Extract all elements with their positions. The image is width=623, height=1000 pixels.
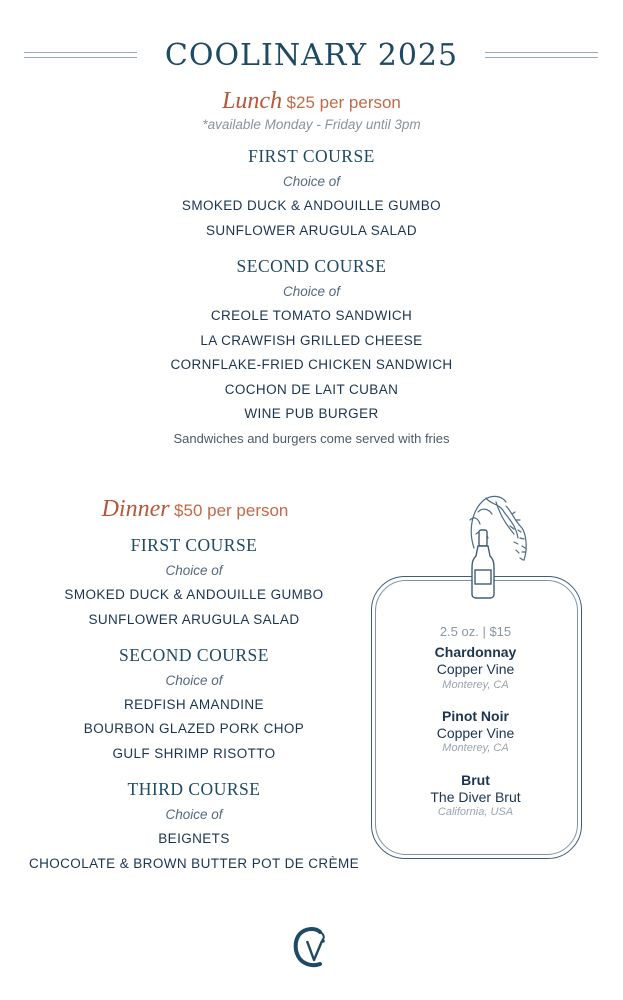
lunch-footnote: Sandwiches and burgers come served with fries bbox=[173, 431, 450, 446]
lunch-first-item: SMOKED DUCK & ANDOUILLE GUMBO bbox=[181, 198, 442, 213]
lunch-header bbox=[0, 88, 623, 115]
cv-monogram-logo-icon bbox=[290, 924, 334, 970]
page-title: COOLINARY 2025 bbox=[164, 38, 459, 73]
lunch-second-item: WINE PUB BURGER bbox=[244, 406, 379, 421]
wine-producer: Copper Vine bbox=[436, 661, 515, 677]
wine-producer: The Diver Brut bbox=[430, 789, 521, 805]
dinner-second-item: GULF SHRIMP RISOTTO bbox=[112, 746, 276, 761]
wine-region: California, USA bbox=[437, 806, 514, 818]
dinner-price: $50 per person bbox=[174, 501, 289, 520]
dinner-third-item: BEIGNETS bbox=[158, 831, 230, 846]
wine-producer: Copper Vine bbox=[436, 725, 515, 741]
wine-varietal: Chardonnay bbox=[434, 644, 517, 660]
dinner-second-course-heading: SECOND COURSE bbox=[119, 645, 269, 665]
wine-region: Monterey, CA bbox=[442, 679, 509, 691]
lunch-first-course-choice: Choice of bbox=[282, 174, 341, 189]
wine-varietal: Brut bbox=[461, 772, 490, 788]
lunch-second-item: LA CRAWFISH GRILLED CHEESE bbox=[200, 333, 423, 348]
dinner-first-course-heading: FIRST COURSE bbox=[130, 535, 258, 555]
dinner-first-course-choice: Choice of bbox=[165, 563, 223, 578]
dinner-second-item: REDFISH AMANDINE bbox=[124, 697, 264, 712]
lunch-first-item: SUNFLOWER ARUGULA SALAD bbox=[205, 223, 417, 238]
lunch-second-course-choice: Choice of bbox=[282, 284, 341, 299]
dinner-third-course-choice: Choice of bbox=[165, 807, 223, 822]
wine-varietal: Pinot Noir bbox=[442, 708, 509, 724]
lunch-label: Lunch bbox=[222, 88, 283, 114]
lunch-first-course-heading: FIRST COURSE bbox=[248, 146, 375, 166]
dinner-label: Dinner bbox=[101, 496, 170, 522]
lunch-price: $25 per person bbox=[286, 93, 401, 112]
lunch-second-item: CORNFLAKE-FRIED CHICKEN SANDWICH bbox=[170, 357, 453, 372]
dinner-third-course-heading: THIRD COURSE bbox=[127, 779, 261, 799]
lunch-availability: *available Monday - Friday until 3pm bbox=[202, 117, 421, 132]
wine-region: Monterey, CA bbox=[442, 742, 509, 754]
dinner-second-course-choice: Choice of bbox=[165, 673, 223, 688]
dinner-third-item: CHOCOLATE & BROWN BUTTER POT DE CRÈME bbox=[28, 856, 360, 871]
dinner-header bbox=[70, 496, 320, 523]
dinner-first-item: SUNFLOWER ARUGULA SALAD bbox=[88, 612, 300, 627]
lunch-second-item: COCHON DE LAIT CUBAN bbox=[224, 382, 399, 397]
wine-bottle-illustration-icon bbox=[456, 490, 536, 600]
dinner-second-item: BOURBON GLAZED PORK CHOP bbox=[83, 721, 305, 736]
lunch-second-course-heading: SECOND COURSE bbox=[236, 256, 387, 276]
lunch-second-item: CREOLE TOMATO SANDWICH bbox=[210, 308, 413, 323]
wine-pour-price: 2.5 oz. | $15 bbox=[439, 624, 512, 639]
dinner-first-item: SMOKED DUCK & ANDOUILLE GUMBO bbox=[64, 587, 324, 602]
